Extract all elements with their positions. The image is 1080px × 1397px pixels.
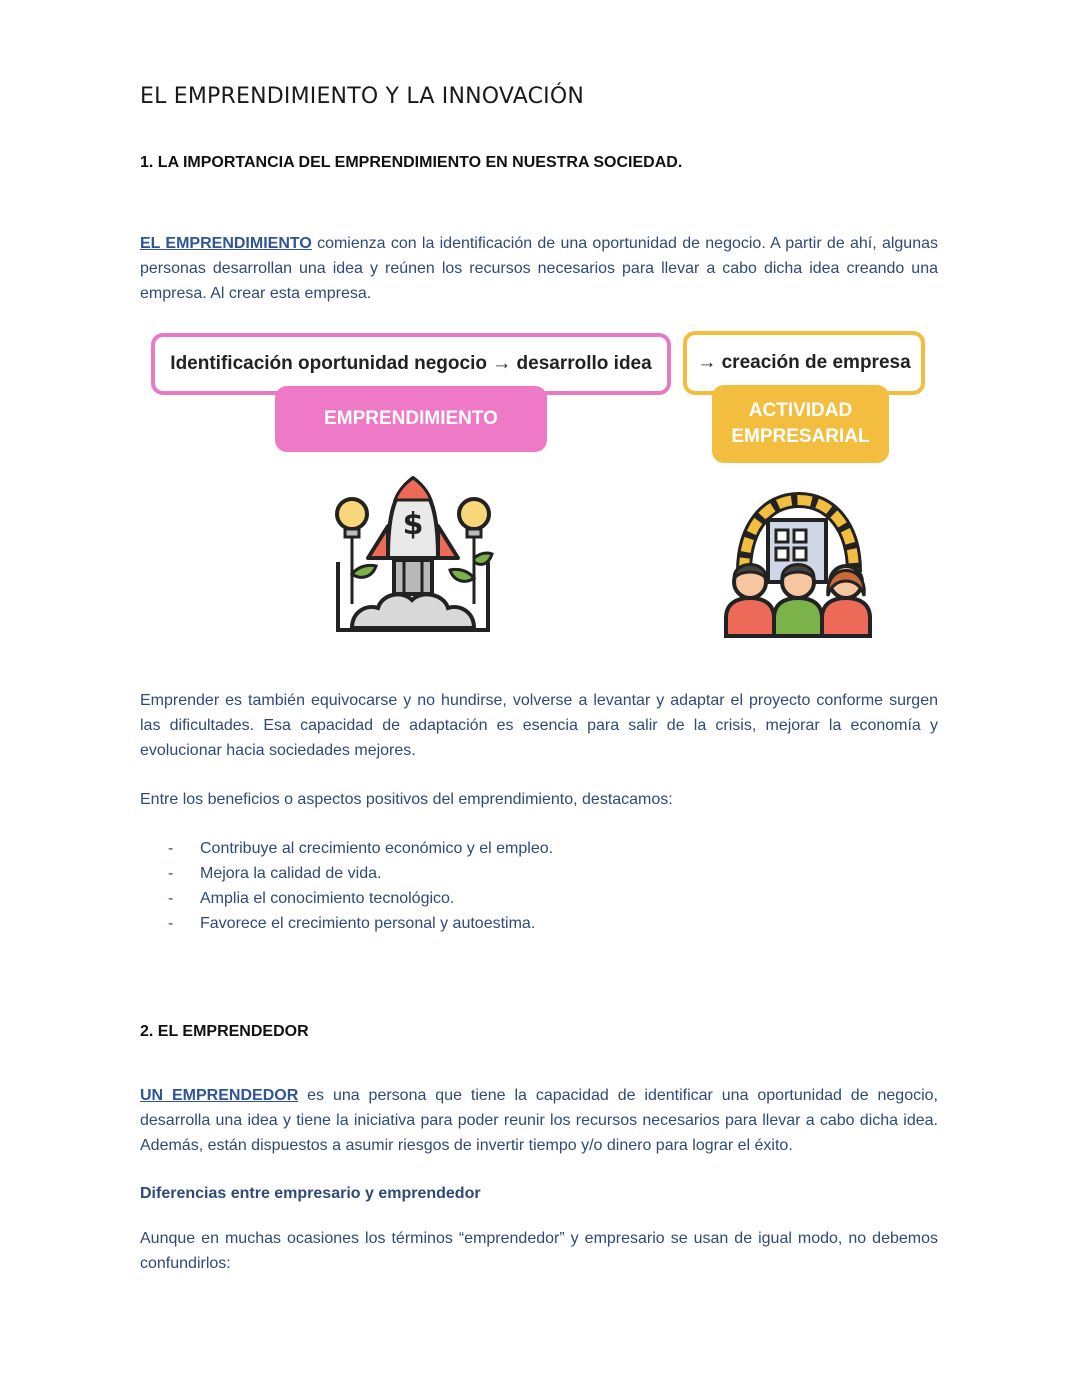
business-activity-label bbox=[712, 385, 889, 463]
section-2-heading: 2. EL EMPRENDEDOR bbox=[140, 1023, 309, 1040]
list-item: - Mejora la calidad de vida. bbox=[168, 865, 382, 882]
list-item: - Amplia el conocimiento tecnológico. bbox=[168, 890, 455, 907]
section-1-paragraph-2: Emprender es también equivocarse y no hundirse, volverse a levantar y adaptar el proyecto conforme surgen las dificultades. Esa capacidad de adaptación es esencia para salir de la crisis, mejorar la economía y evolucionar hacia sociedades mejores. bbox=[140, 692, 938, 759]
emprendimiento-keyword: EL EMPRENDIMIENTO bbox=[140, 235, 312, 252]
business-activity-line2: EMPRESARIAL bbox=[731, 426, 870, 447]
emprendedor-keyword: UN EMPRENDEDOR bbox=[140, 1087, 299, 1104]
document-title: EL EMPRENDIMIENTO Y LA INNOVACIÓN bbox=[140, 84, 585, 109]
section-1-intro bbox=[140, 231, 938, 306]
opportunity-box: Identificación oportunidad negocio → desarrollo idea bbox=[151, 333, 671, 395]
business-team-icon bbox=[724, 486, 874, 638]
benefits-list bbox=[168, 836, 553, 936]
list-item: - Favorece el crecimiento personal y autoestima. bbox=[168, 915, 536, 932]
section-2-paragraph: Aunque en muchas ocasiones los términos “emprendedor” y empresario se usan de igual modo, no debemos confundirlos: bbox=[140, 1230, 938, 1272]
section-1-intro-text: comienza con la identificación de una oportunidad de negocio. A partir de ahí, algunas personas desarrollan una idea y reúnen los recursos necesarios para llevar a cabo dicha idea creando una empresa. Al crear esta empresa. bbox=[140, 235, 938, 302]
section-2-intro bbox=[140, 1083, 938, 1158]
differences-subheading: Diferencias entre empresario y emprendedor bbox=[140, 1185, 481, 1202]
list-item: - Contribuye al crecimiento económico y el empleo. bbox=[168, 840, 554, 857]
emprendimiento-label: EMPRENDIMIENTO bbox=[275, 386, 547, 452]
section-2-intro-text: es una persona que tiene la capacidad de identificar una oportunidad de negocio, desarrolla una idea y tiene la iniciativa para poder reunir los recursos necesarios para llevar a cabo dicha idea. Además, están dispuestos a asumir riesgos de invertir tiempo y/o dinero para lograr el éxito. bbox=[140, 1087, 938, 1154]
company-creation-box: → creación de empresa bbox=[683, 331, 925, 395]
rocket-launch-icon bbox=[332, 474, 494, 634]
benefits-intro: Entre los beneficios o aspectos positivos del emprendimiento, destacamos: bbox=[140, 791, 673, 808]
business-activity-line1: ACTIVIDAD bbox=[748, 400, 853, 421]
section-1-heading: 1. LA IMPORTANCIA DEL EMPRENDIMIENTO EN NUESTRA SOCIEDAD. bbox=[140, 154, 683, 171]
svg-text:$: $ bbox=[402, 507, 424, 542]
